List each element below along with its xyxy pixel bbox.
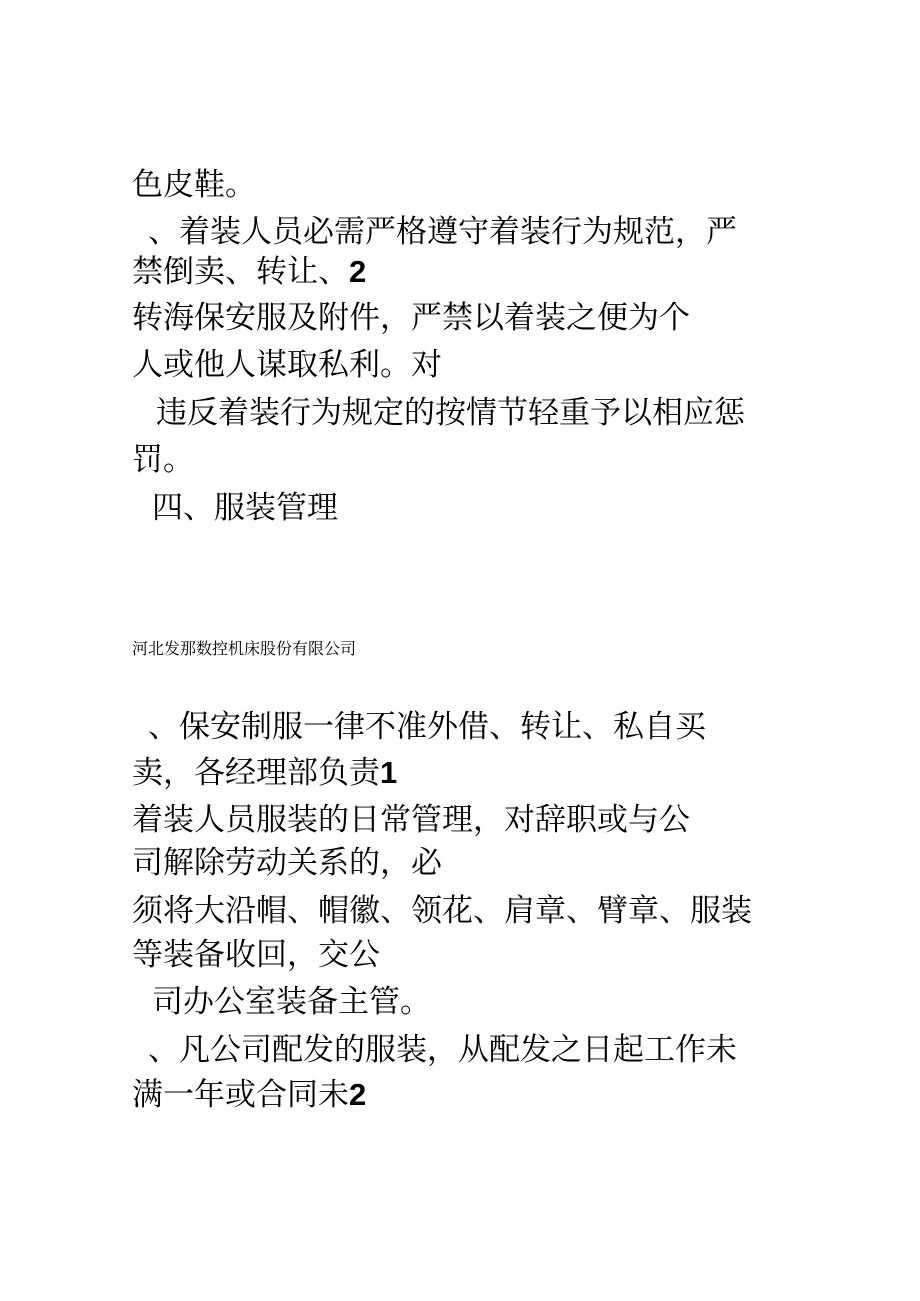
text-line: 罚。 [132,442,194,478]
text-line: 等装备收回，交公 [132,937,380,973]
text-line [132,1075,366,1115]
item-number: 1 [380,755,398,790]
text-line: 违反着装行为规定的按情节轻重予以相应惩 [156,395,745,431]
section-heading: 四、服装管理 [152,490,338,526]
item-number: 2 [349,254,367,289]
text-line: 色皮鞋。 [132,167,256,203]
text-line: 、着装人员必需严格遵守着装行为规范，严 [148,214,737,250]
text-line: 、保安制服一律不准外借、转让、私自买 [148,709,706,745]
text-fragment: 满一年或合同未 [132,1077,349,1113]
text-line: 着装人员服装的日常管理，对辞职或与公 [132,802,690,838]
text-line [132,252,366,292]
text-line: 人或他人谋取私利。对 [132,347,442,383]
text-line: 司办公室装备主管。 [152,984,431,1020]
text-fragment: 禁倒卖、转让、 [132,254,349,290]
text-line: 须将大沿帽、帽徽、领花、肩章、臂章、服装 [132,893,752,929]
text-fragment: 卖，各经理部负责 [132,755,380,791]
company-footer: 河北发那数控机床股份有限公司 [132,639,357,658]
item-number: 2 [349,1077,367,1112]
text-line [132,753,397,793]
text-line: 转海保安服及附件，严禁以着装之便为个 [132,300,690,336]
text-line: 司解除劳动关系的，必 [132,845,442,881]
text-line: 、凡公司配发的服装，从配发之日起工作未 [148,1032,737,1068]
